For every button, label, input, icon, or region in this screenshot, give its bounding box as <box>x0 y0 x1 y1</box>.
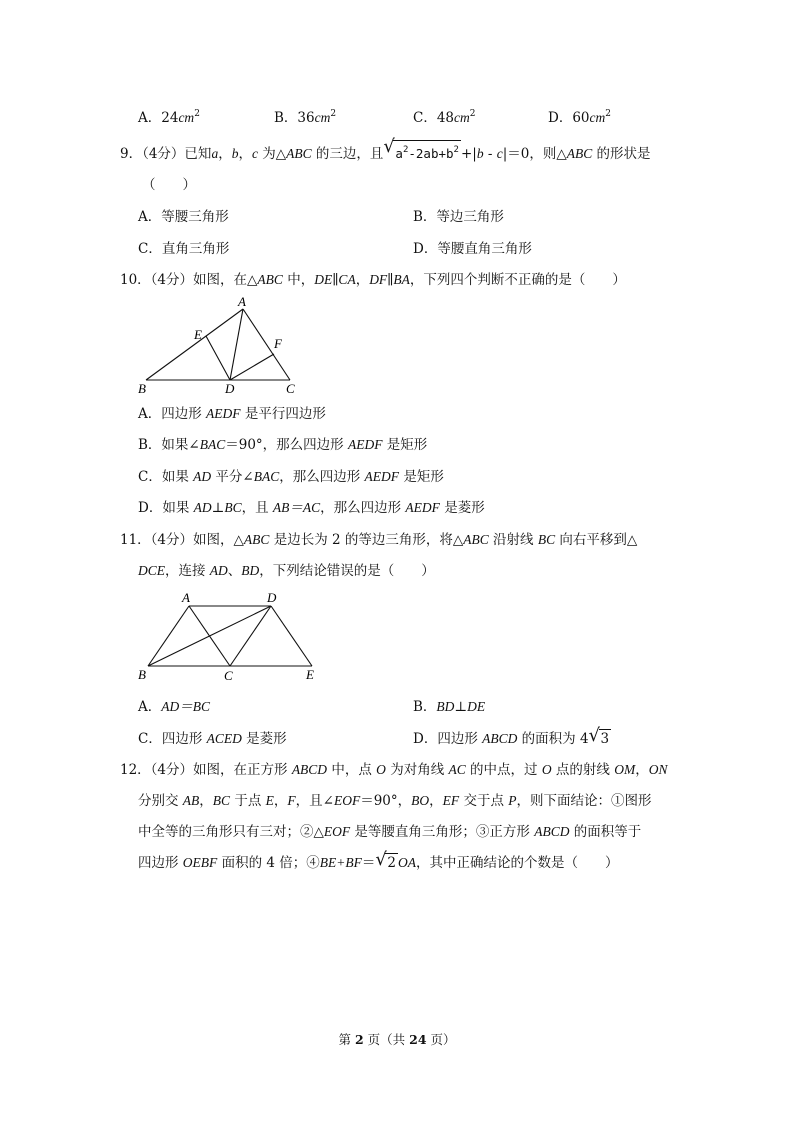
q9-answer-paren: （ ） <box>142 177 196 193</box>
q11-option-c: C．四边形 ACED 是菱形 <box>138 731 287 747</box>
q12-stem-line2: 分别交 AB，BC 于点 E，F，且∠EOF＝90°，BO，EF 交于点 P，则下面结论：①图形 <box>138 793 652 809</box>
q10-label-d: D <box>225 381 235 396</box>
q10-option-a: A．四边形 AEDF 是平行四边形 <box>138 406 326 422</box>
q10-seg-de <box>206 336 230 380</box>
q11-label-b: B <box>138 667 146 682</box>
q11-option-d-radical: √ 3 <box>588 725 610 747</box>
q10-option-d: D．如果 AD⊥BC，且 AB＝AC，那么四边形 AEDF 是菱形 <box>138 500 485 516</box>
q9-option-c: C．直角三角形 <box>138 241 230 257</box>
q8-option-d: D．$60cm^2$ <box>548 109 611 126</box>
q10-option-c: C．如果 AD 平分∠BAC，那么四边形 AEDF 是矩形 <box>138 469 444 485</box>
q11-label-c: C <box>224 668 233 683</box>
q11-side-ab <box>148 606 189 666</box>
q11-figure <box>134 588 324 684</box>
q11-option-d: D．四边形 ABCD 的面积为 4 √ 3 <box>413 725 610 747</box>
q9-radical: √ $a^2-2ab+b^2$ <box>383 136 459 161</box>
page-number: 2 <box>354 1032 364 1047</box>
q10-label-a: A <box>238 294 246 309</box>
q11-stem-line2: DCE，连接 AD、BD，下列结论错误的是（ ） <box>138 563 435 579</box>
q11-seg-bd <box>148 606 271 666</box>
q10-label-e: E <box>194 327 202 342</box>
q9-stem: 9．（4分）已知a，b，c 为△ABC 的三边，且 √ $a^2-2ab+b^2 +|b - c|=0$，则△ABC 的形状是 <box>120 136 651 162</box>
q10-figure <box>136 294 306 398</box>
q9-option-b: B．等边三角形 <box>413 209 504 225</box>
q10-seg-df <box>230 354 274 380</box>
q12-stem-line1: 12．（4分）如图，在正方形 ABCD 中，点 O 为对角线 AC 的中点，过 O 点的射线 OM，ON <box>120 762 668 778</box>
q11-side-dc <box>230 606 271 666</box>
q10-side-ac <box>243 309 290 380</box>
q10-label-f: F <box>274 336 282 351</box>
q10-label-b: B <box>138 381 146 396</box>
q8-option-b: B．$36cm^2$ <box>274 109 337 126</box>
q11-option-a: A．AD＝BC <box>138 699 210 715</box>
page-footer: 第 2 页（共 24 页） <box>338 1032 456 1047</box>
q9-option-d: D．等腰直角三角形 <box>413 241 532 257</box>
q12-radical: √ 2 <box>375 849 396 871</box>
q10-option-b: B．如果∠BAC＝90°，那么四边形 AEDF 是矩形 <box>138 437 428 453</box>
q9-option-a: A．等腰三角形 <box>138 209 229 225</box>
q12-stem-line4: 四边形 OEBF 面积的 4 倍；④BE+BF＝ √ 2 OA，其中正确结论的个数是（ ） <box>138 849 619 871</box>
q8-option-a: A．$24cm^2$ <box>138 109 200 126</box>
q11-stem-line1: 11．（4分）如图，△ABC 是边长为 2 的等边三角形，将△ABC 沿射线 BC 向右平移到△ <box>120 532 638 548</box>
q10-side-ba <box>146 309 243 380</box>
q10-seg-ad <box>230 309 243 380</box>
q11-label-e: E <box>306 667 314 682</box>
q10-label-c: C <box>286 381 295 396</box>
q11-label-a: A <box>182 590 190 605</box>
q10-stem: 10．（4分）如图，在△ABC 中，DE∥CA，DF∥BA，下列四个判断不正确的是（ ） <box>120 272 626 288</box>
q11-option-b: B．BD⊥DE <box>413 699 486 715</box>
q8-option-c: C．$48cm^2$ <box>413 109 476 126</box>
page-total: 24 <box>409 1032 427 1047</box>
q11-side-de <box>271 606 312 666</box>
q12-stem-line3: 中全等的三角形只有三对；②△EOF 是等腰直角三角形；③正方形 ABCD 的面积等于 <box>138 824 642 840</box>
q11-label-d: D <box>267 590 277 605</box>
